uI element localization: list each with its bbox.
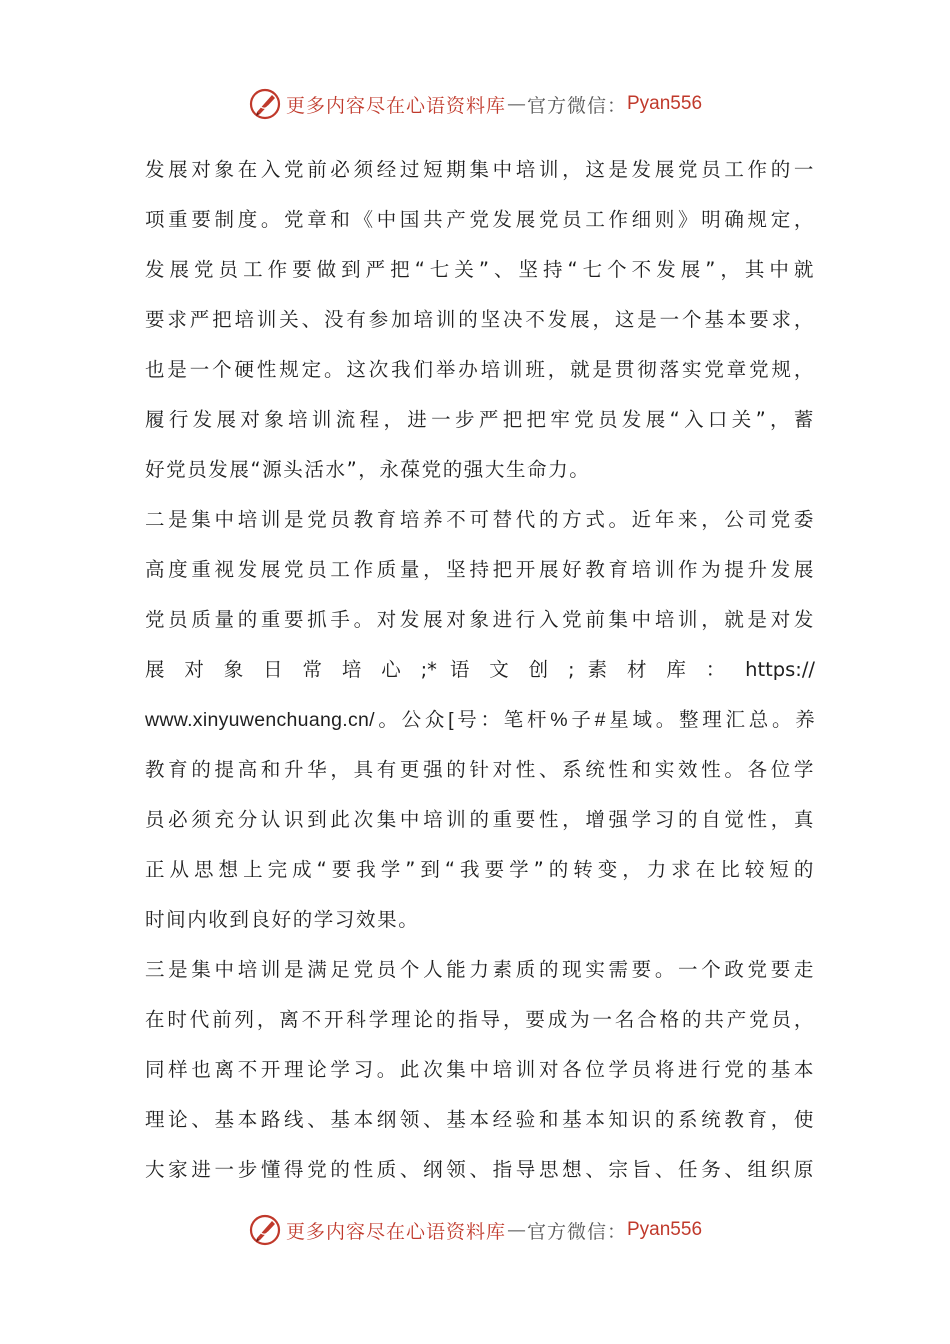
document-body — [145, 145, 815, 1195]
footer-wechat-id: Pyan556 — [627, 1219, 703, 1240]
body-line: 项重要制度。党章和《中国共产党发展党员工作细则》明确规定， — [145, 208, 815, 231]
footer-watermark-banner — [0, 1210, 950, 1250]
header-wechat-label: 官方微信： — [526, 94, 627, 117]
header-title: 更多内容尽在心语资料库 — [285, 94, 506, 117]
body-line: 高度重视发展党员工作质量，坚持把开展好教育培训作为提升发展 — [145, 558, 815, 581]
body-line: 在时代前列，离不开科学理论的指导，要成为一名合格的共产党员， — [145, 1008, 815, 1031]
body-line: 时间内收到良好的学习效果。 — [145, 908, 420, 931]
body-line: 要求严把培训关、没有参加培训的坚决不发展，这是一个基本要求， — [145, 308, 815, 331]
body-line: 正从思想上完成“要我学”到“我要学”的转变，力求在比较短的 — [145, 858, 815, 881]
body-line: 同样也离不开理论学习。此次集中培训对各位学员将进行党的基本 — [145, 1058, 815, 1081]
body-line: 发展党员工作要做到严把“七关”、坚持“七个不发展”，其中就 — [145, 258, 815, 281]
body-line: www.xinyuwenchuang.cn/。公众[号：笔杆%子#星域。整理汇总。养 — [145, 709, 815, 731]
header-wechat-id: Pyan556 — [627, 93, 703, 114]
header-watermark-banner — [0, 84, 950, 124]
body-line: 履行发展对象培训流程，进一步严把把牢党员发展“入口关”，蓄 — [145, 408, 815, 431]
body-line: 二是集中培训是党员教育培养不可替代的方式。近年来，公司党委 — [145, 508, 815, 531]
body-line: 也是一个硬性规定。这次我们举办培训班，就是贯彻落实党章党规， — [145, 358, 815, 381]
body-line: 党员质量的重要抓手。对发展对象进行入党前集中培训，就是对发 — [145, 608, 815, 631]
header-dash: — — [506, 93, 526, 115]
footer-title: 更多内容尽在心语资料库 — [285, 1220, 506, 1243]
body-line: 员必须充分认识到此次集中培训的重要性，增强学习的自觉性，真 — [145, 808, 815, 831]
pen-logo-icon — [248, 1213, 282, 1247]
body-line: 教育的提高和升华，具有更强的针对性、系统性和实效性。各位学 — [145, 758, 815, 781]
footer-dash: — — [506, 1219, 526, 1241]
body-line: 好党员发展“源头活水”，永葆党的强大生命力。 — [145, 458, 591, 481]
body-line: 大家进一步懂得党的性质、纲领、指导思想、宗旨、任务、组织原 — [145, 1158, 815, 1181]
body-line: 发展对象在入党前必须经过短期集中培训，这是发展党员工作的一 — [145, 158, 815, 181]
pen-logo-icon — [248, 87, 282, 121]
body-line: 三是集中培训是满足党员个人能力素质的现实需要。一个政党要走 — [145, 958, 815, 981]
footer-wechat-label: 官方微信： — [526, 1220, 627, 1243]
body-line: 理论、基本路线、基本纲领、基本经验和基本知识的系统教育，使 — [145, 1108, 815, 1131]
body-line: 展 对 象 日 常 培 心 ;* 语 文 创 ; 素 材 库 ： https:// — [145, 658, 815, 681]
